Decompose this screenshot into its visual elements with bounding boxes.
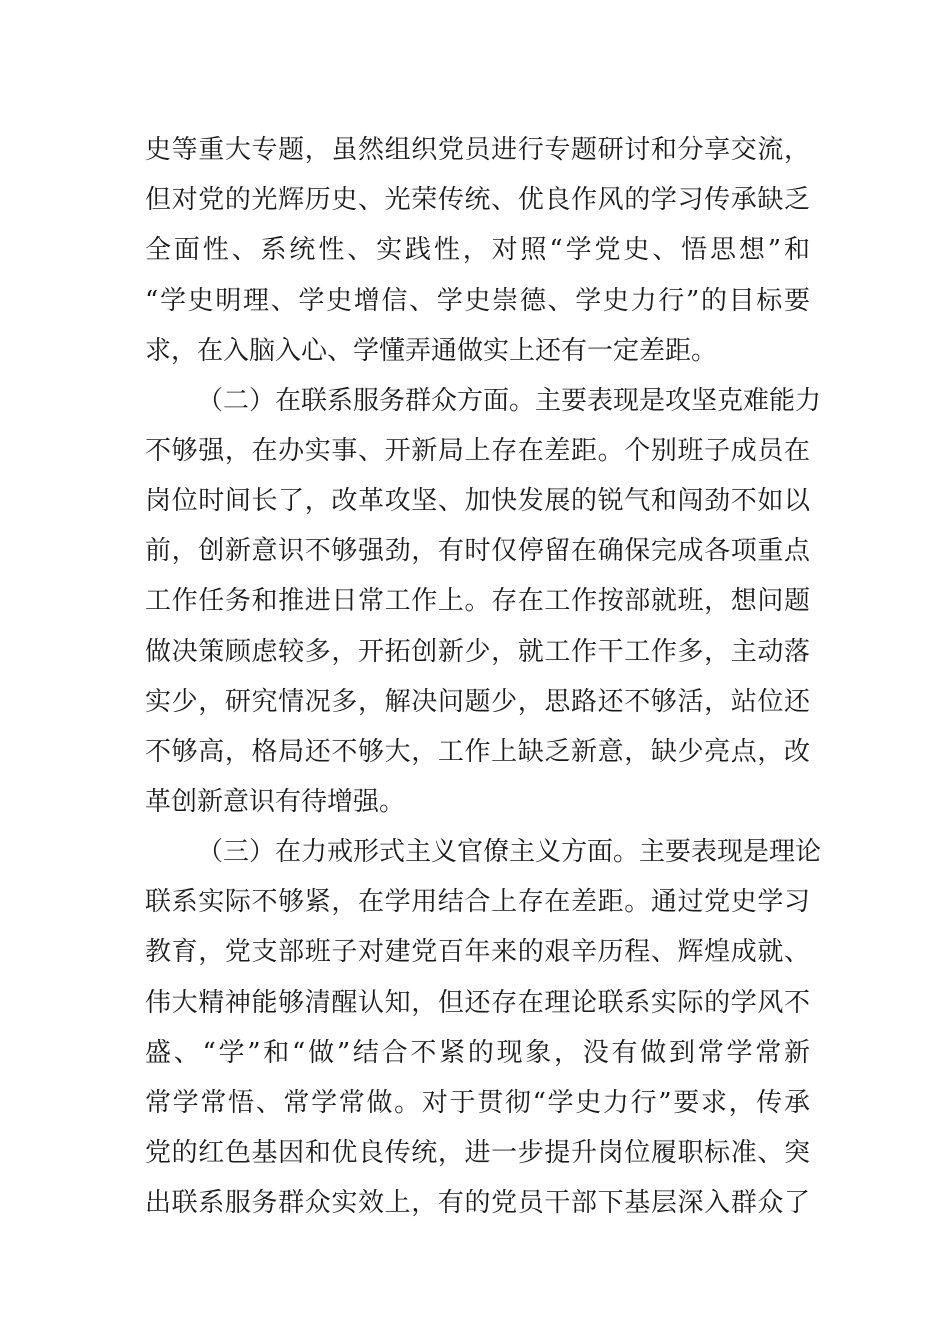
text-line: 求，在入脑入心、学懂弄通做实上还有一定差距。 xyxy=(145,336,718,366)
text-line: 革创新意识有待增强。 xyxy=(145,787,406,817)
text-line: 盛、“学”和“做”结合不紧的现象，没有做到常学常新 xyxy=(145,1038,810,1068)
text-line: “学史明理、学史增信、学史崇德、学史力行”的目标要 xyxy=(145,286,810,316)
text-line: 教育，党支部班子对建党百年来的艰辛历程、辉煌成就、 xyxy=(145,937,810,967)
text-line: 不够高，格局还不够大，工作上缺乏新意，缺少亮点，改 xyxy=(145,737,810,767)
text-line: 不够强，在办实事、开新局上存在差距。个别班子成员在 xyxy=(145,436,810,466)
text-line: 史等重大专题，虽然组织党员进行专题研讨和分享交流， xyxy=(145,135,810,165)
paragraph-heading-line: （三）在力戒形式主义官僚主义方面。主要表现是理论 xyxy=(197,837,822,867)
text-line: 党的红色基因和优良传统，进一步提升岗位履职标准、突 xyxy=(145,1138,810,1168)
text-line: 做决策顾虑较多，开拓创新少，就工作干工作多，主动落 xyxy=(145,637,810,667)
text-line: 全面性、系统性、实践性，对照“学党史、悟思想”和 xyxy=(145,235,810,265)
text-line: 实少，研究情况多，解决问题少，思路还不够活，站位还 xyxy=(145,687,810,717)
text-line: 常学常悟、常学常做。对于贯彻“学史力行”要求，传承 xyxy=(145,1088,810,1118)
paragraph-heading-line: （二）在联系服务群众方面。主要表现是攻坚克难能力 xyxy=(197,386,822,416)
text-line: 联系实际不够紧，在学用结合上存在差距。通过党史学习 xyxy=(145,887,810,917)
text-line: 伟大精神能够清醒认知，但还存在理论联系实际的学风不 xyxy=(145,988,810,1018)
text-line: 前，创新意识不够强劲，有时仅停留在确保完成各项重点 xyxy=(145,536,810,566)
text-line: 但对党的光辉历史、光荣传统、优良作风的学习传承缺乏 xyxy=(145,185,810,215)
text-line: 岗位时间长了，改革攻坚、加快发展的锐气和闯劲不如以 xyxy=(145,486,810,516)
text-line: 工作任务和推进日常工作上。存在工作按部就班，想问题 xyxy=(145,586,810,616)
text-line: 出联系服务群众实效上，有的党员干部下基层深入群众了 xyxy=(145,1188,810,1218)
